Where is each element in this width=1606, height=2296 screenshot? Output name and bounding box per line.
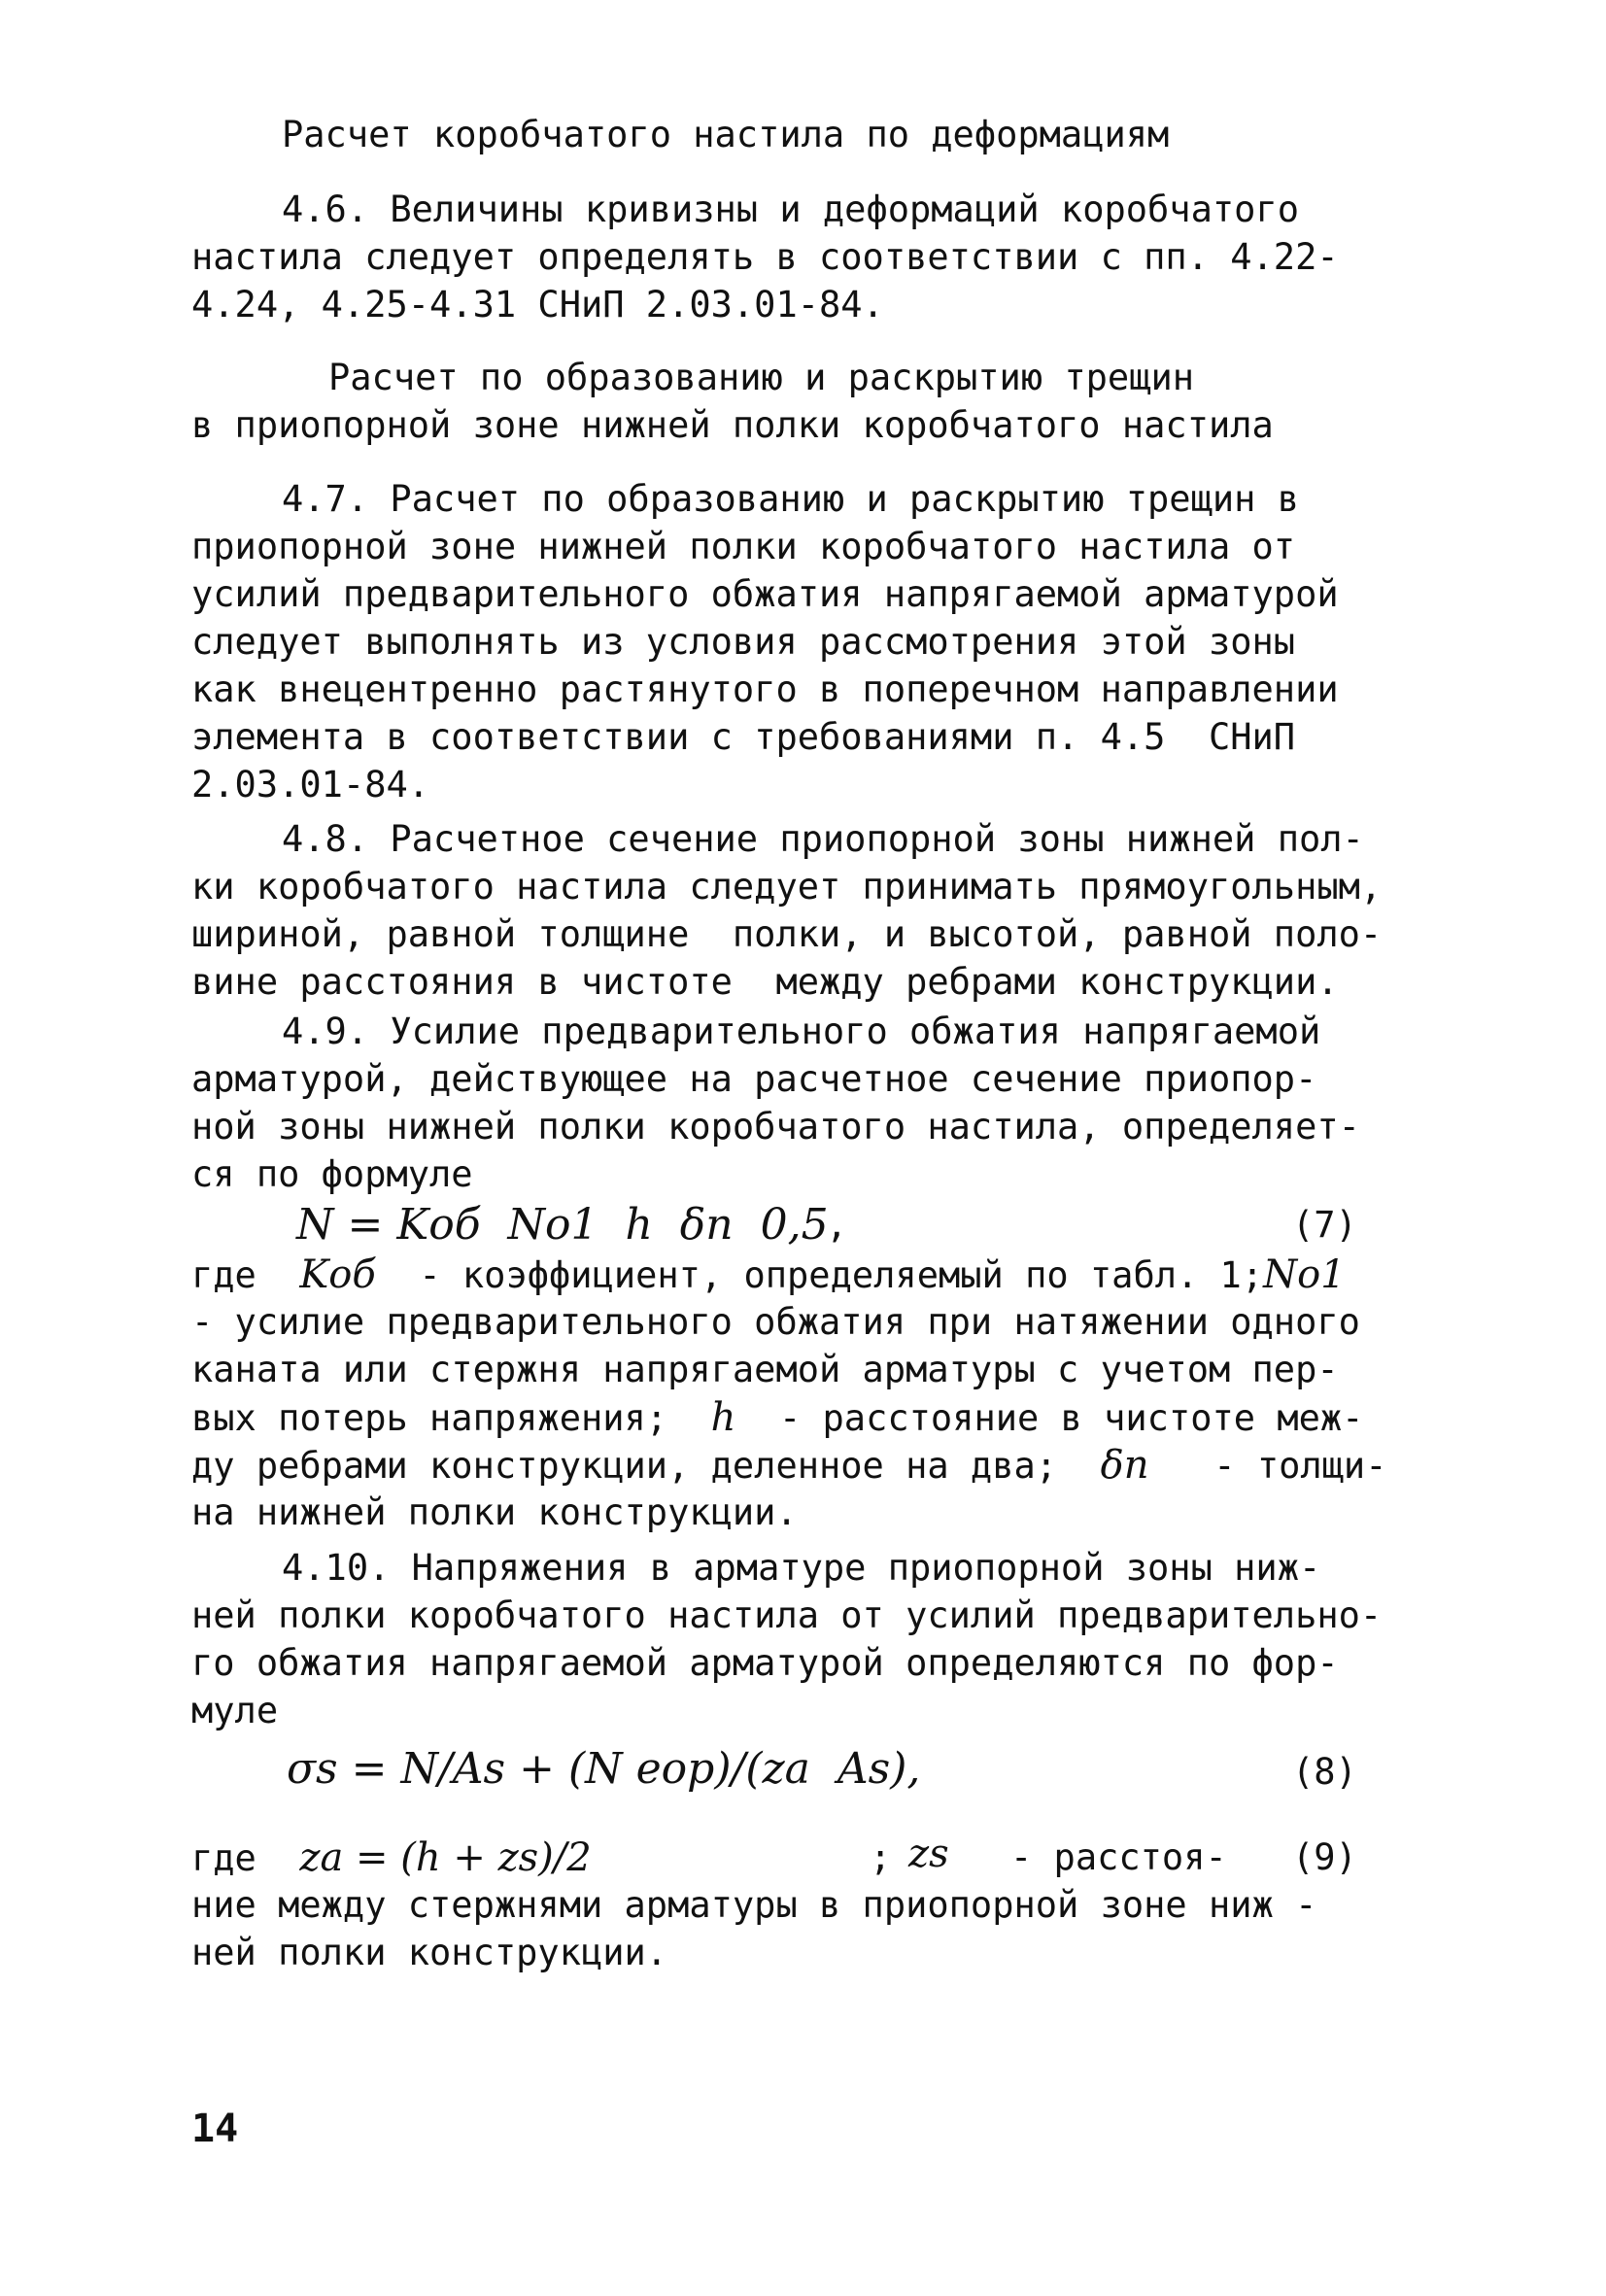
paragraph-line: элемента в соответствии с требованиями п. 4.5 СНиП — [191, 716, 1296, 758]
symbol-zs: zs — [908, 1832, 949, 1876]
paragraph-line: ся по формуле — [191, 1153, 473, 1195]
definition-text: - расстоя- — [1010, 1836, 1227, 1878]
symbol-kob: Kоб — [299, 1252, 376, 1297]
paragraph-line — [191, 1442, 1387, 1489]
paragraph-line: вине расстояния в чистоте между ребрами конструкции. — [191, 961, 1339, 1003]
formula-comma: , — [826, 1204, 848, 1246]
paragraph-line: 4.24, 4.25-4.31 СНиП 2.03.01-84. — [191, 284, 884, 326]
paragraph-line: 4.8. Расчетное сечение приопорной зоны нижней пол- — [282, 818, 1364, 860]
semicolon: ; — [870, 1836, 892, 1878]
symbol-no1: Nо1 — [1263, 1252, 1346, 1297]
section-heading: Расчет по образованию и раскрытию трещин — [328, 357, 1195, 398]
section-heading: в приопорной зоне нижней полки коробчатого настила — [191, 404, 1274, 446]
formula-7: N = Kоб Nо1 h δn 0,5 — [296, 1200, 829, 1250]
page-number: 14 — [191, 2107, 239, 2151]
definition-text: - толщи- — [1213, 1445, 1387, 1487]
paragraph-line: ние между стержнями арматуры в приопорной зоне ниж - — [191, 1884, 1317, 1926]
paragraph-line: муле — [191, 1690, 279, 1731]
paragraph-line: следует выполнять из условия рассмотрения этой зоны — [191, 621, 1296, 663]
definition-text: - коэффициент, определяемый по табл. 1; — [419, 1254, 1264, 1296]
equation-number: (7) — [1292, 1204, 1357, 1246]
paragraph-line: усилий предварительного обжатия напрягаемой арматурой — [191, 573, 1339, 615]
formula-8: σs = N/As + (N eop)/(za As), — [287, 1744, 921, 1794]
paragraph-line: ней полки конструкции. — [191, 1932, 668, 1973]
paragraph-line: настила следует определять в соответствии с пп. 4.22- — [191, 236, 1339, 278]
definition-text: ду ребрами конструкции, деленное на два; — [191, 1445, 1058, 1487]
paragraph-line: каната или стержня напрягаемой арматуры с учетом пер- — [191, 1349, 1339, 1390]
formula-9: za = (h + zs)/2 — [299, 1835, 592, 1880]
definition-text: вых потерь напряжения; — [191, 1397, 668, 1439]
section-heading: Расчет коробчатого настила по деформациям — [282, 114, 1170, 155]
paragraph-line: на нижней полки конструкции. — [191, 1491, 798, 1533]
paragraph-line: приопорной зоне нижней полки коробчатого настила от — [191, 526, 1296, 567]
paragraph-line — [191, 1834, 592, 1881]
symbol-h: h — [710, 1395, 736, 1440]
symbol-delta-n: δn — [1100, 1443, 1149, 1488]
paragraph-line: - усилие предварительного обжатия при натяжении одного — [191, 1301, 1360, 1343]
paragraph-line: 4.10. Напряжения в арматуре приопорной зоны ниж- — [282, 1547, 1321, 1589]
paragraph-line: 4.6. Величины кривизны и деформаций коробчатого — [282, 188, 1299, 230]
paragraph-line: ки коробчатого настила следует принимать прямоугольным, — [191, 866, 1383, 908]
equation-number: (8) — [1292, 1751, 1357, 1793]
paragraph-line: 4.9. Усилие предварительного обжатия напрягаемой — [282, 1011, 1321, 1052]
paragraph-line: ней полки коробчатого настила от усилий предварительно- — [191, 1594, 1383, 1636]
paragraph-line: 4.7. Расчет по образованию и раскрытию трещин в — [282, 478, 1299, 520]
symbol-zs-wrap — [908, 1831, 949, 1878]
where-label: где — [191, 1254, 256, 1296]
paragraph-line — [191, 1394, 1363, 1441]
equation-number: (9) — [1292, 1836, 1357, 1878]
paragraph-line: шириной, равной толщине полки, и высотой, равной поло- — [191, 913, 1383, 955]
definition-text: - расстояние в чистоте меж- — [778, 1397, 1364, 1439]
paragraph-line: го обжатия напрягаемой арматурой определяются по фор- — [191, 1642, 1339, 1684]
paragraph-line: арматурой, действующее на расчетное сечение приопор- — [191, 1058, 1317, 1100]
paragraph-line: как внецентренно растянутого в поперечном направлении — [191, 668, 1339, 710]
paragraph-line: 2.03.01-84. — [191, 764, 430, 805]
paragraph-line: ной зоны нижней полки коробчатого настила, определяет- — [191, 1106, 1360, 1148]
where-label: где — [191, 1837, 256, 1879]
paragraph-line — [191, 1251, 1346, 1298]
